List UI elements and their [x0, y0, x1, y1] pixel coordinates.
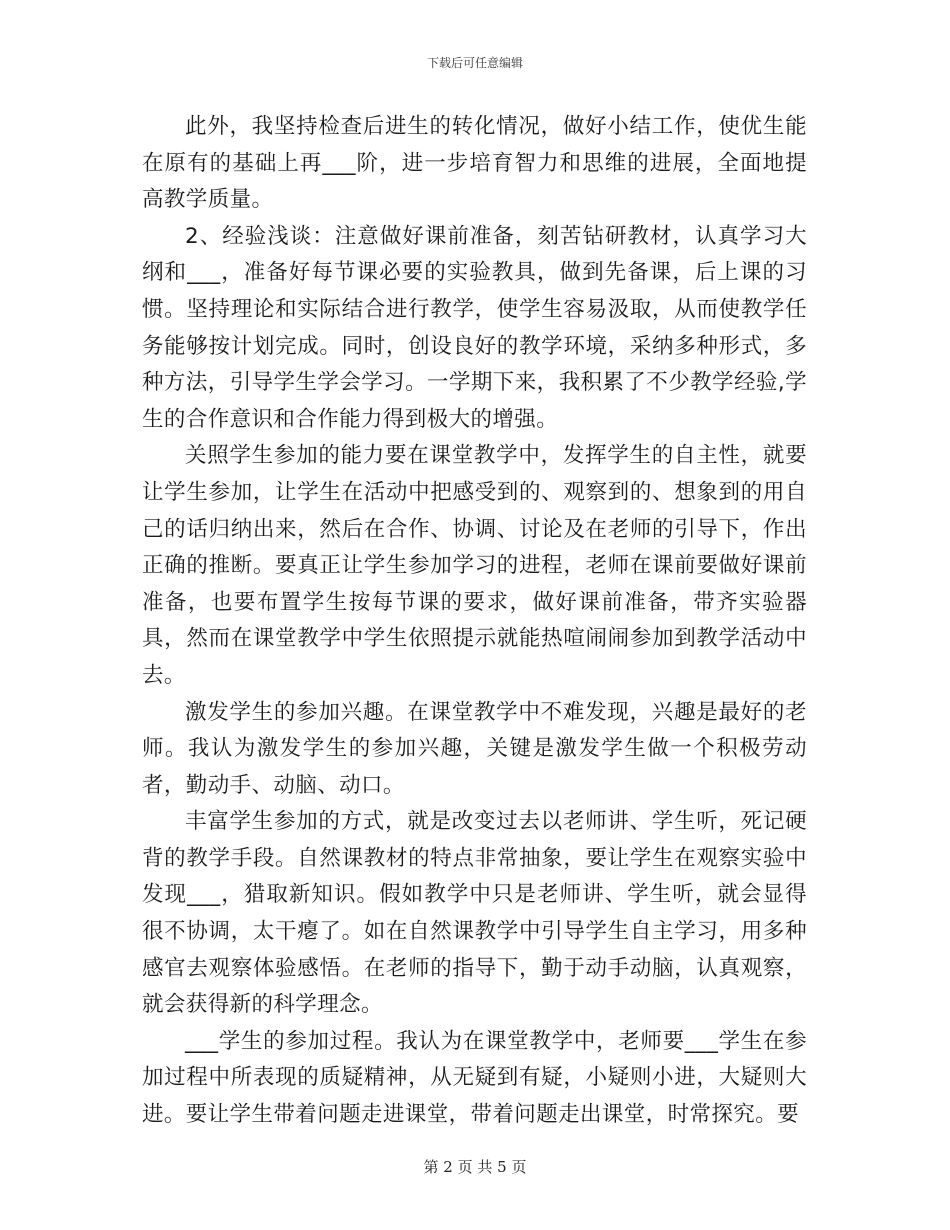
paragraph: 关照学生参加的能力要在课堂教学中，发挥学生的自主性，就要让学生参加，让学生在活动中把感受到的、观察到的、想象到的用自己的话归纳出来，然后在合作、协调、讨论及在老师的引导下，作出正确的推断。要真正让学生参加学习的进程，老师在课前要做好课前准备，也要布置学生按每节课的要求，做好课前准备，带齐实验器具，然而在课堂教学中学生依照提示就能热喧闹闹参加到教学活动中去。 — [142, 443, 807, 688]
paragraph: 2、经验浅谈：注意做好课前准备，刻苦钻研教材，认真学习大纲和___，准备好每节课必要的实验教具，做到先备课，后上课的习惯。坚持理论和实际结合进行教学，使学生容易汲取，从而使教学任务能够按计划完成。同时，创设良好的教学环境，采纳多种形式，多种方法，引导学生学会学习。一学期下来，我积累了不少教学经验,学生的合作意识和合作能力得到极大的增强。 — [142, 223, 807, 432]
paragraph: 丰富学生参加的方式，就是改变过去以老师讲、学生听，死记硬背的教学手段。自然课教材的特点非常抽象，要让学生在观察实验中发现___，猎取新知识。假如教学中只是老师讲、学生听，就会显得很不协调，太干瘪了。如在自然课教学中引导学生自主学习，用多种感官去观察体验感悟。在老师的指导下，勤于动手动脑，认真观察，就会获得新的科学理念。 — [142, 809, 807, 1018]
page-footer: 第 2 页 共 5 页 — [423, 1158, 527, 1176]
page-header: 下载后可任意编辑 — [426, 56, 523, 70]
document-body — [142, 109, 807, 1134]
paragraph: 此外，我坚持检查后进生的转化情况，做好小结工作，使优生能在原有的基础上再___阶，进一步培育智力和思维的进展，全面地提高教学质量。 — [142, 114, 807, 213]
paragraph: 激发学生的参加兴趣。在课堂教学中不难发现，兴趣是最好的老师。我认为激发学生的参加兴趣，关键是激发学生做一个积极劳动者，勤动手、动脑、动口。 — [142, 699, 807, 798]
paragraph: ___学生的参加过程。我认为在课堂教学中，老师要___学生在参加过程中所表现的质疑精神，从无疑到有疑，小疑则小进，大疑则大进。要让学生带着问题走进课堂，带着问题走出课堂，时常探究。要 — [142, 1028, 807, 1128]
